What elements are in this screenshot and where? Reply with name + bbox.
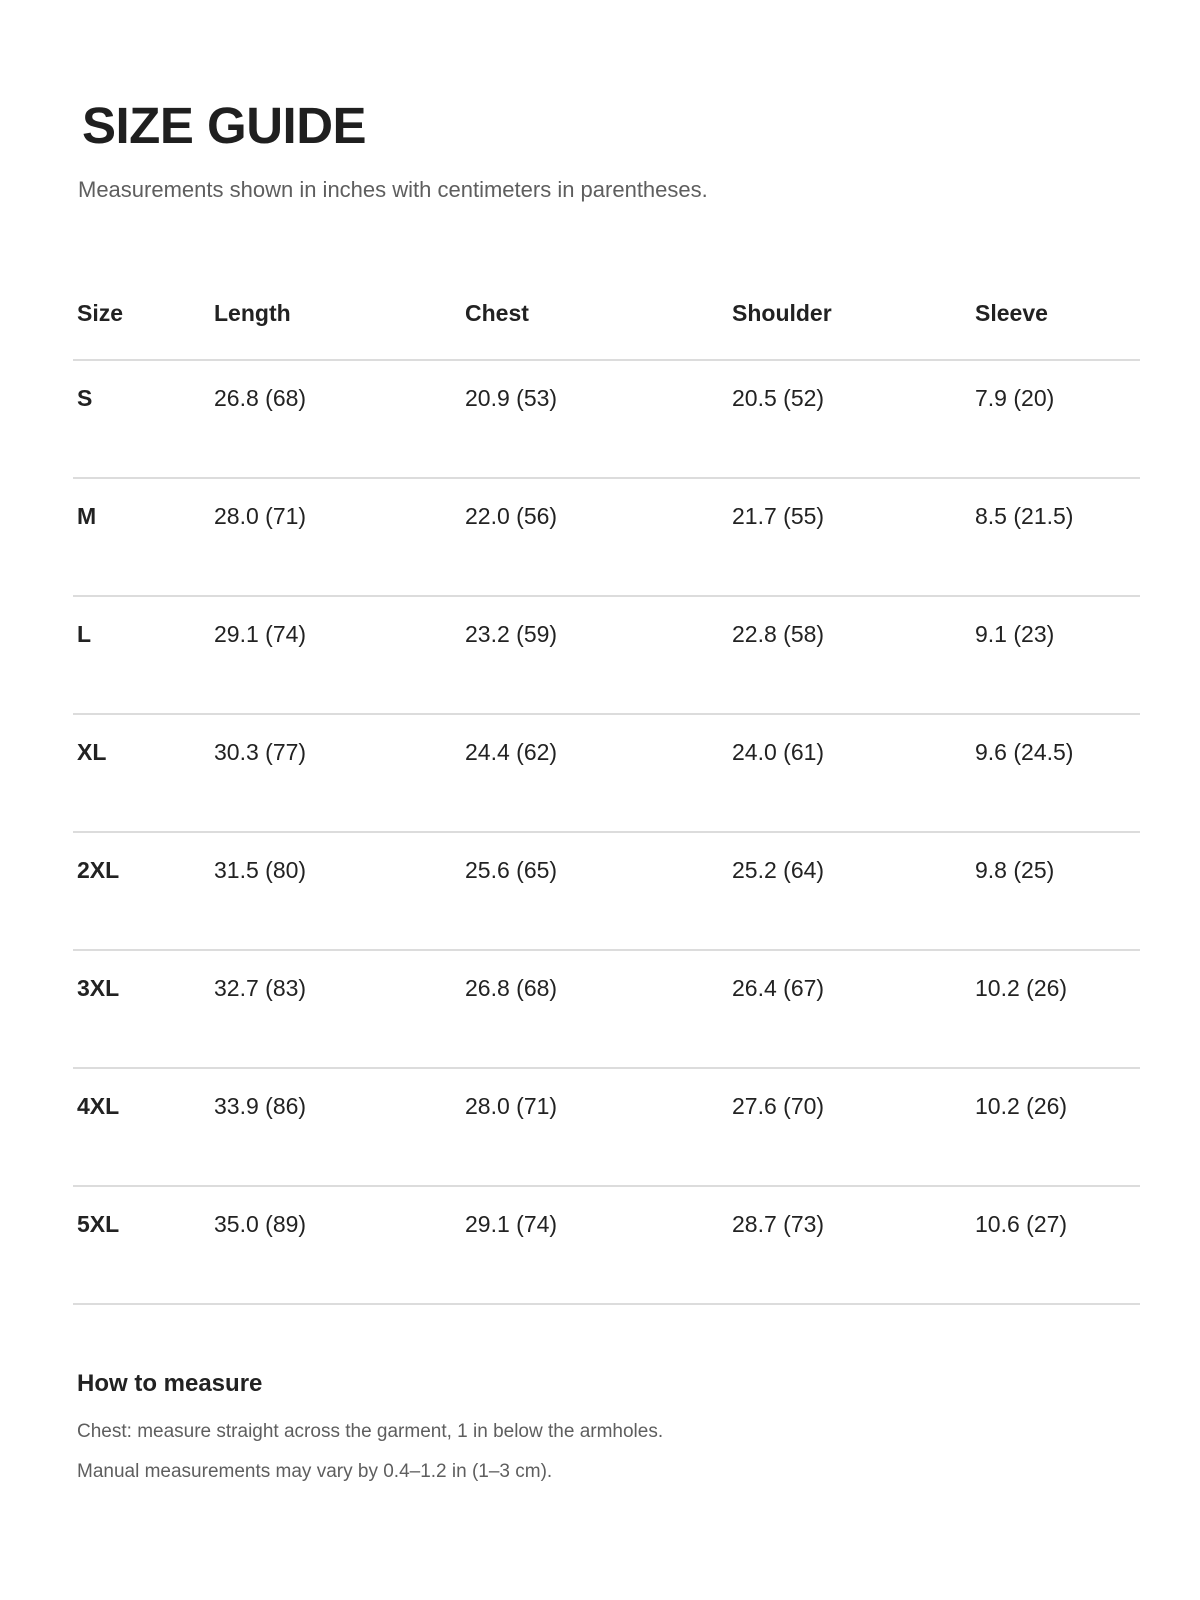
column-header-sleeve: Sleeve [975,300,1048,326]
size-cell: L [77,621,92,647]
table-row [73,833,1140,951]
sleeve-cell: 9.1 (23) [975,621,1055,647]
table-row [73,1187,1140,1305]
table-row [73,361,1140,479]
length-cell: 30.3 (77) [214,739,307,765]
page-subtitle: Measurements shown in inches with centimeters in parentheses. [78,177,708,202]
shoulder-cell: 24.0 (61) [732,739,825,765]
table-row [73,479,1140,597]
shoulder-cell: 20.5 (52) [732,385,825,411]
chest-cell: 22.0 (56) [465,503,558,529]
shoulder-cell: 25.2 (64) [732,857,825,883]
chest-cell: 23.2 (59) [465,621,558,647]
length-cell: 28.0 (71) [214,503,307,529]
shoulder-cell: 27.6 (70) [732,1093,825,1119]
size-cell: XL [77,739,107,765]
sleeve-cell: 10.2 (26) [975,975,1068,1001]
sleeve-cell: 9.6 (24.5) [975,739,1074,765]
size-table [73,282,1140,1305]
length-cell: 35.0 (89) [214,1211,307,1237]
sleeve-cell: 7.9 (20) [975,385,1055,411]
size-cell: 3XL [77,975,120,1001]
chest-cell: 26.8 (68) [465,975,558,1001]
size-cell: 5XL [77,1211,120,1237]
table-row [73,1069,1140,1187]
sleeve-cell: 10.2 (26) [975,1093,1068,1119]
table-row [73,597,1140,715]
sleeve-cell: 10.6 (27) [975,1211,1068,1237]
shoulder-cell: 22.8 (58) [732,621,825,647]
chest-cell: 28.0 (71) [465,1093,558,1119]
shoulder-cell: 26.4 (67) [732,975,825,1001]
size-cell: 4XL [77,1093,120,1119]
length-cell: 32.7 (83) [214,975,307,1001]
chest-cell: 20.9 (53) [465,385,558,411]
chest-cell: 25.6 (65) [465,857,558,883]
column-header-chest: Chest [465,300,529,326]
shoulder-cell: 28.7 (73) [732,1211,825,1237]
sleeve-cell: 9.8 (25) [975,857,1055,883]
table-row [73,715,1140,833]
table-row [73,951,1140,1069]
how-to-measure-heading: How to measure [77,1370,263,1397]
chest-cell: 24.4 (62) [465,739,558,765]
page-title: SIZE GUIDE [82,97,367,154]
length-cell: 33.9 (86) [214,1093,307,1119]
measure-note: Chest: measure straight across the garment, 1 in below the armholes. [77,1421,664,1442]
table-header-row [73,282,1140,361]
length-cell: 26.8 (68) [214,385,307,411]
sleeve-cell: 8.5 (21.5) [975,503,1074,529]
column-header-shoulder: Shoulder [732,300,832,326]
length-cell: 31.5 (80) [214,857,307,883]
column-header-size: Size [77,300,124,326]
size-cell: M [77,503,97,529]
length-cell: 29.1 (74) [214,621,307,647]
column-header-length: Length [214,300,291,326]
size-cell: 2XL [77,857,120,883]
size-cell: S [77,385,93,411]
shoulder-cell: 21.7 (55) [732,503,825,529]
chest-cell: 29.1 (74) [465,1211,558,1237]
measure-note: Manual measurements may vary by 0.4–1.2 in (1–3 cm). [77,1461,553,1482]
